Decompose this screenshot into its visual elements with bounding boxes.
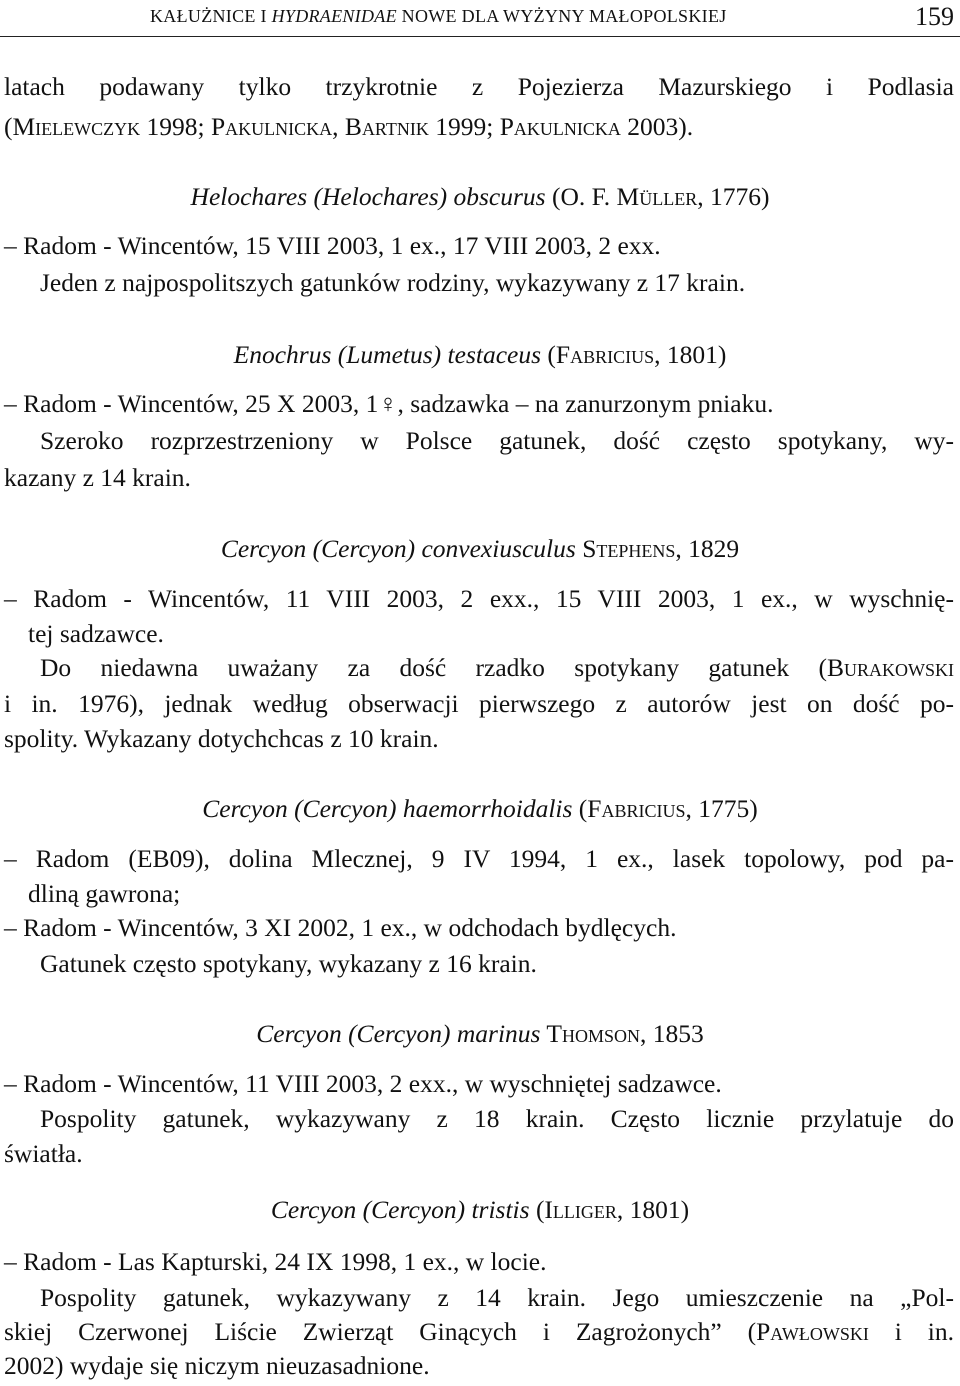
note-line: światła. xyxy=(4,1139,83,1168)
note-line: Do niedawna uważany za dość rzadko spotykany gatunek (Burakowski xyxy=(40,653,954,682)
species-heading: Cercyon (Cercyon) marinus Thomson, 1853 xyxy=(256,1019,704,1048)
note-line: Gatunek często spotykany, wykazany z 16 krain. xyxy=(40,949,537,978)
species-heading: Enochrus (Lumetus) testaceus (Fabricius, 1801) xyxy=(233,340,727,369)
note-line: Szeroko rozprzestrzeniony w Polsce gatunek, dość często spotykany, wy- xyxy=(40,426,954,455)
species-heading: Cercyon (Cercyon) haemorrhoidalis (Fabricius, 1775) xyxy=(202,794,758,823)
note-line: spolity. Wykazany dotychchcas z 10 krain. xyxy=(4,724,439,753)
species-heading: Helochares (Helochares) obscurus (O. F. Müller, 1776) xyxy=(190,182,770,211)
note-line: i in. 1976), jednak według obserwacji pierwszego z autorów jest on dość po- xyxy=(4,689,954,718)
note-line: Pospolity gatunek, wykazywany z 14 krain. Jego umieszczenie na „Pol- xyxy=(40,1283,954,1312)
species-heading: Cercyon (Cercyon) tristis (Illiger, 1801) xyxy=(270,1195,690,1224)
running-head xyxy=(0,0,960,40)
record-line: – Radom (EB09), dolina Mlecznej, 9 IV 1994, 1 ex., lasek topolowy, pod pa- xyxy=(4,844,954,873)
note-line: Pospolity gatunek, wykazywany z 18 krain. Często licznie przylatuje do xyxy=(40,1104,954,1133)
species-heading: Cercyon (Cercyon) convexiusculus Stephens, 1829 xyxy=(220,534,740,563)
running-title: KAŁUŻNICE I HYDRAENIDAE NOWE DLA WYŻYNY MAŁOPOLSKIEJ xyxy=(150,6,727,26)
note-line: kazany z 14 krain. xyxy=(4,463,191,492)
record-line: dliną gawrona; xyxy=(28,879,181,908)
note-line: 2002) wydaje się niczym nieuzasadnione. xyxy=(4,1351,430,1380)
record-line: – Radom - Wincentów, 25 X 2003, 1♀, sadzawka – na zanurzonym pniaku. xyxy=(4,389,774,418)
header-rule xyxy=(0,36,960,37)
paragraph-line: latach podawany tylko trzykrotnie z Pojezierza Mazurskiego i Podlasia xyxy=(4,72,954,101)
record-line: – Radom - Wincentów, 11 VIII 2003, 2 exx., 15 VIII 2003, 1 ex., w wyschnię- xyxy=(4,584,954,613)
record-line: – Radom - Wincentów, 15 VIII 2003, 1 ex., 17 VIII 2003, 2 exx. xyxy=(4,231,661,260)
record-line: – Radom - Wincentów, 11 VIII 2003, 2 exx., w wyschniętej sadzawce. xyxy=(4,1069,722,1098)
record-line: – Radom - Wincentów, 3 XI 2002, 1 ex., w odchodach bydlęcych. xyxy=(4,913,677,942)
paragraph-line: (Mielewczyk 1998; Pakulnicka, Bartnik 1999; Pakulnicka 2003). xyxy=(4,112,694,141)
record-line: tej sadzawce. xyxy=(28,619,164,648)
record-line: – Radom - Las Kapturski, 24 IX 1998, 1 ex., w locie. xyxy=(4,1247,547,1276)
note-line: Jeden z najpospolitszych gatunków rodziny, wykazywany z 17 krain. xyxy=(40,268,746,297)
page-number: 159 xyxy=(915,2,954,31)
note-line: skiej Czerwonej Liście Zwierząt Ginących i Zagrożonych” (Pawłowski i in. xyxy=(4,1317,954,1346)
